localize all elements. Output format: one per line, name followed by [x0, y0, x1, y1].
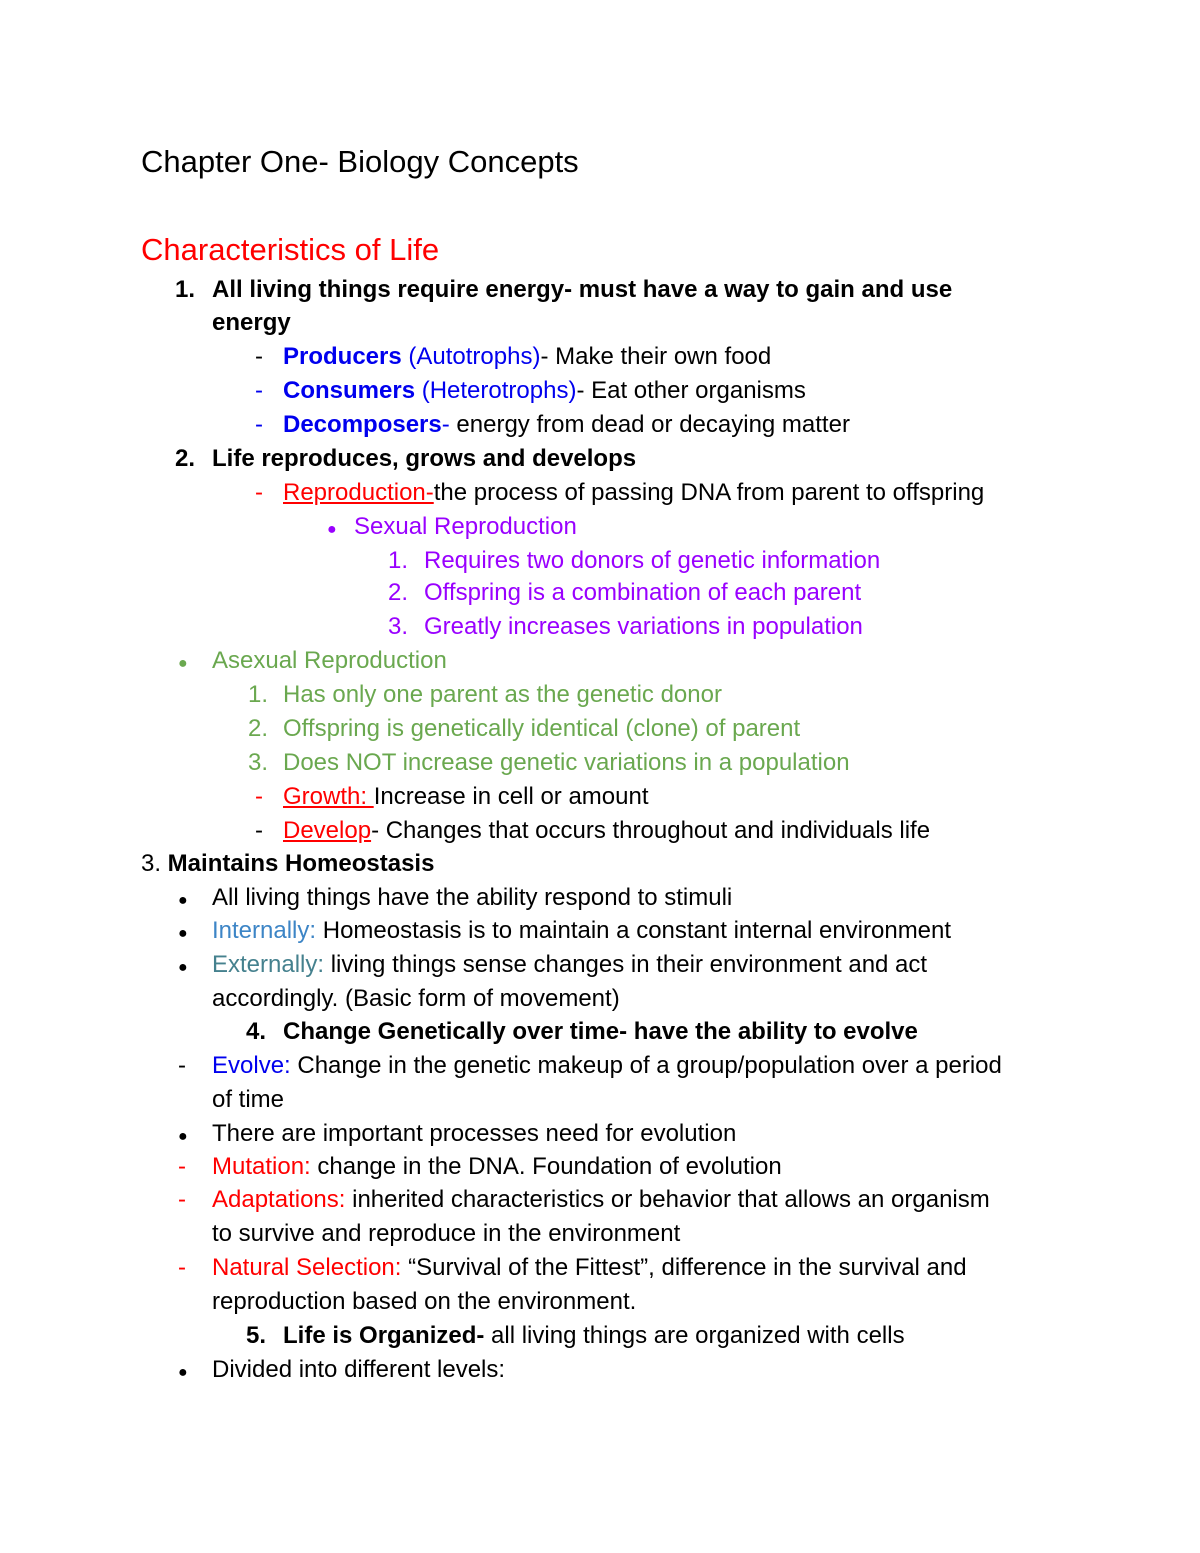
natural-selection-line: [212, 1253, 967, 1283]
sexual-item: Offspring is a combination of each parent: [424, 579, 862, 606]
producers-term: Producers: [283, 343, 402, 370]
asexual-item: Has only one parent as the genetic donor: [283, 681, 722, 708]
evolve-term: Evolve:: [212, 1052, 291, 1079]
list-number: 3.: [388, 613, 409, 640]
round-bullet: ●: [178, 959, 188, 976]
growth-line: [283, 782, 649, 812]
decomposers-dash: -: [441, 411, 450, 438]
decomposers-line: [283, 410, 850, 440]
adaptations-continued: to survive and reproduce in the environment: [212, 1220, 681, 1247]
round-bullet: ●: [178, 892, 188, 909]
adaptations-definition: inherited characteristics or behavior that allows an organism: [345, 1186, 990, 1213]
page-title: Chapter One- Biology Concepts: [141, 144, 579, 179]
change-genetically-heading: Change Genetically over time- have the ability to evolve: [283, 1018, 918, 1045]
list-number: 1.: [248, 681, 269, 708]
dash-bullet: -: [255, 479, 263, 506]
list-number: 3.: [248, 749, 269, 776]
producers-line: [283, 342, 771, 372]
list-item-energy-continued: energy: [212, 309, 291, 336]
dash-bullet: -: [178, 1186, 186, 1213]
mutation-line: [212, 1152, 782, 1182]
dash-bullet: -: [255, 343, 263, 370]
decomposers-definition: energy from dead or decaying matter: [449, 411, 850, 438]
internally-definition: Homeostasis is to maintain a constant internal environment: [316, 917, 952, 944]
dash-bullet: -: [178, 1153, 186, 1180]
dash-bullet: -: [255, 783, 263, 810]
round-bullet: ●: [178, 655, 188, 672]
round-bullet: ●: [178, 1128, 188, 1145]
round-bullet: ●: [178, 1364, 188, 1381]
asexual-reproduction-heading: Asexual Reproduction: [212, 647, 447, 674]
mutation-term: Mutation:: [212, 1153, 311, 1180]
consumers-term: Consumers: [283, 377, 416, 404]
sexual-item: Requires two donors of genetic information: [424, 547, 881, 574]
internally-line: [212, 916, 951, 946]
develop-term: Develop: [283, 817, 372, 844]
externally-definition: living things sense changes in their environment and act: [324, 951, 928, 978]
round-bullet: ●: [178, 925, 188, 942]
list-number: 3.: [141, 850, 162, 877]
reproduction-definition: the process of passing DNA from parent to offspring: [433, 479, 985, 506]
dash-bullet: -: [178, 1254, 186, 1281]
dash-bullet: -: [255, 377, 263, 404]
homeostasis-line: [141, 849, 434, 879]
externally-term: Externally:: [212, 951, 325, 978]
list-number: 2.: [248, 715, 269, 742]
evolve-definition: Change in the genetic makeup of a group/population over a period: [290, 1052, 1002, 1079]
consumers-line: [283, 376, 806, 406]
producers-definition: - Make their own food: [540, 343, 772, 370]
reproduction-line: [283, 478, 984, 508]
growth-term: Growth:: [283, 783, 374, 810]
list-number: 4.: [246, 1018, 267, 1045]
asexual-item: Offspring is genetically identical (clone) of parent: [283, 715, 801, 742]
externally-line: [212, 950, 927, 980]
organized-line: [283, 1321, 905, 1351]
consumers-definition: - Eat other organisms: [576, 377, 806, 404]
natural-selection-term: Natural Selection:: [212, 1254, 402, 1281]
asexual-item: Does NOT increase genetic variations in a population: [283, 749, 850, 776]
develop-line: [283, 816, 930, 846]
decomposers-term: Decomposers: [283, 411, 442, 438]
processes-item: There are important processes need for evolution: [212, 1120, 737, 1147]
organized-definition: all living things are organized with cells: [484, 1322, 905, 1349]
sexual-item: Greatly increases variations in population: [424, 613, 863, 640]
adaptations-term: Adaptations:: [212, 1186, 346, 1213]
list-number: 1.: [388, 547, 409, 574]
sexual-reproduction-heading: Sexual Reproduction: [354, 513, 577, 540]
round-bullet: ●: [327, 521, 337, 538]
list-number: 5.: [246, 1322, 267, 1349]
producers-paren: (Autotrophs): [401, 343, 541, 370]
natural-selection-definition: “Survival of the Fittest”, difference in the survival and: [401, 1254, 967, 1281]
mutation-definition: change in the DNA. Foundation of evolution: [310, 1153, 782, 1180]
dash-bullet: -: [255, 817, 263, 844]
evolve-continued: of time: [212, 1086, 285, 1113]
consumers-paren: (Heterotrophs): [415, 377, 577, 404]
section-heading: Characteristics of Life: [141, 232, 440, 267]
natural-selection-continued: reproduction based on the environment.: [212, 1288, 637, 1315]
stimuli-item: All living things have the ability respond to stimuli: [212, 884, 733, 911]
levels-item: Divided into different levels:: [212, 1356, 506, 1383]
growth-definition: Increase in cell or amount: [373, 783, 649, 810]
adaptations-line: [212, 1185, 990, 1215]
list-number: 2.: [175, 445, 196, 472]
dash-bullet: -: [255, 411, 263, 438]
list-number: 2.: [388, 579, 409, 606]
externally-continued: accordingly. (Basic form of movement): [212, 985, 620, 1012]
homeostasis-heading: Maintains Homeostasis: [161, 850, 435, 877]
list-number: 1.: [175, 276, 196, 303]
dash-bullet: -: [178, 1052, 186, 1079]
organized-heading: Life is Organized-: [283, 1322, 485, 1349]
evolve-line: [212, 1051, 1002, 1081]
develop-definition: - Changes that occurs throughout and individuals life: [371, 817, 931, 844]
reproduction-term: Reproduction-: [283, 479, 434, 506]
list-item-energy: All living things require energy- must have a way to gain and use: [212, 276, 953, 303]
list-item-reproduces: Life reproduces, grows and develops: [212, 445, 637, 472]
internally-term: Internally:: [212, 917, 317, 944]
